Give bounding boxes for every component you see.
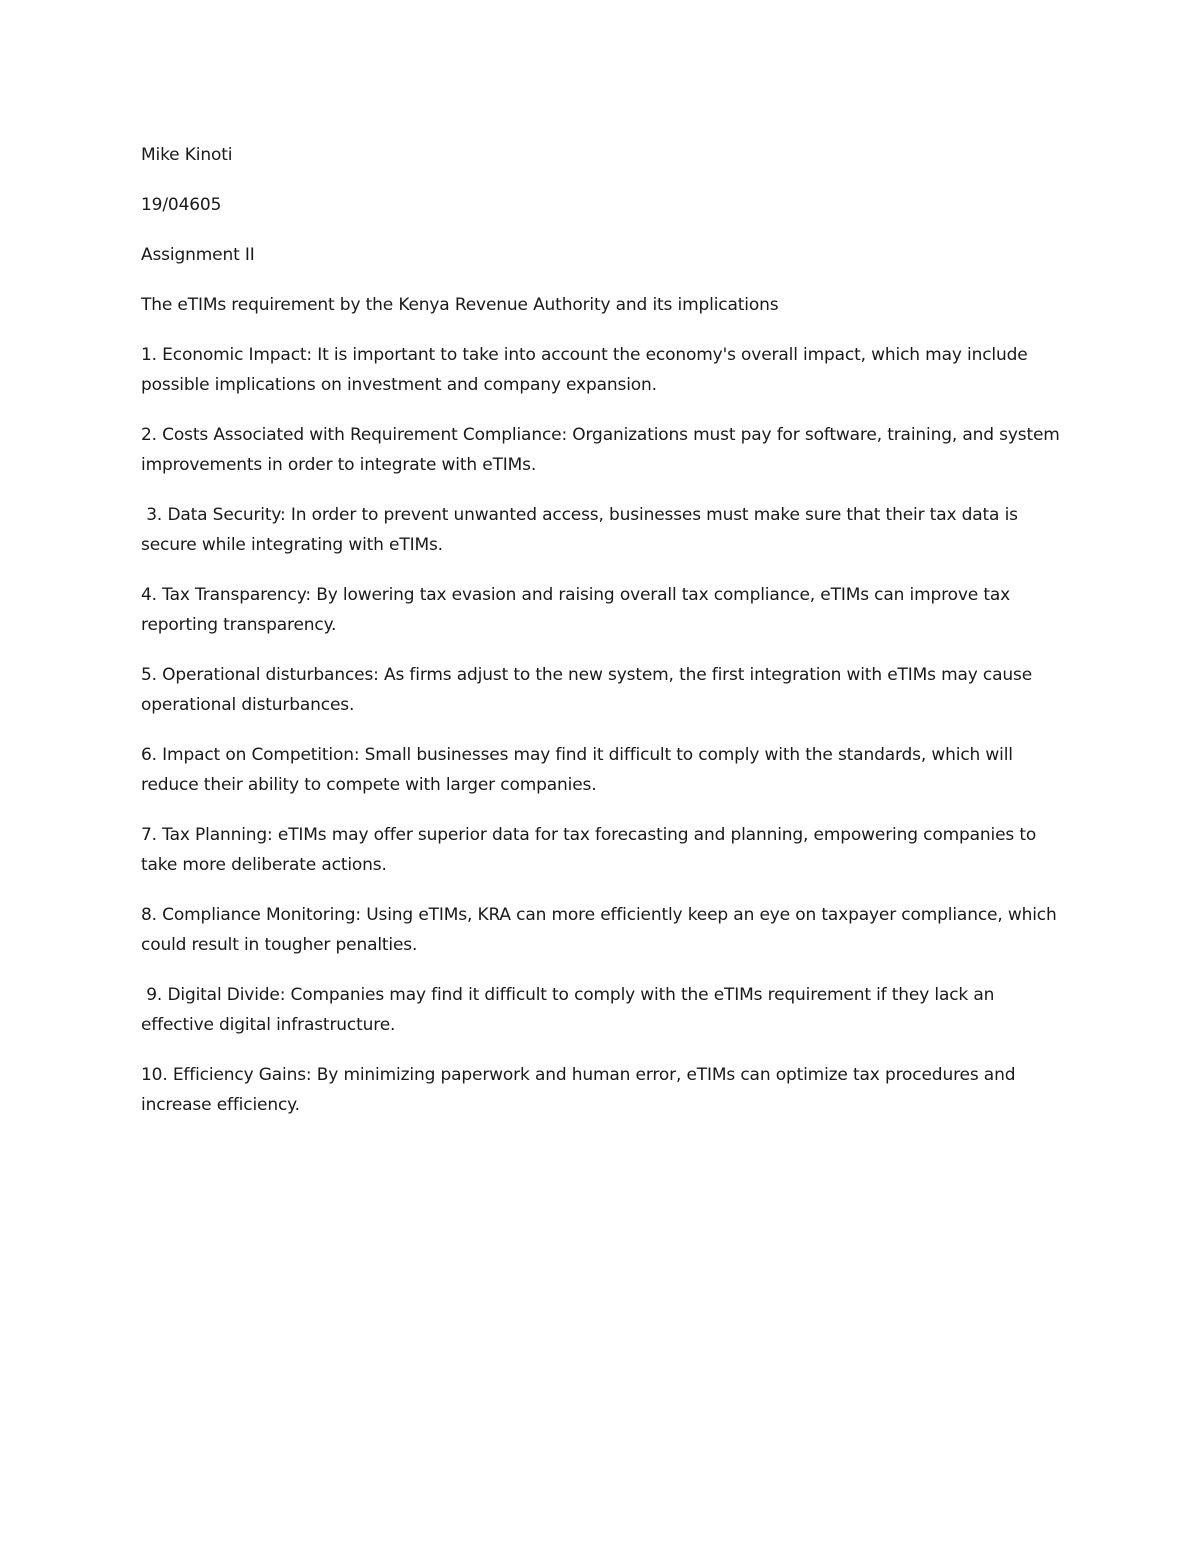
point-6: 6. Impact on Competition: Small businesses may find it difficult to comply with the standards, which will reduce their ability to compete with larger companies. bbox=[141, 745, 1013, 795]
point-7: 7. Tax Planning: eTIMs may offer superior data for tax forecasting and planning, empowering companies to take more deliberate actions. bbox=[141, 825, 1037, 875]
point-2: 2. Costs Associated with Requirement Compliance: Organizations must pay for software, training, and system improvements in order to integrate with eTIMs. bbox=[141, 425, 1060, 475]
point-9: 9. Digital Divide: Companies may find it difficult to comply with the eTIMs requirement if they lack an effective digital infrastructure. bbox=[141, 985, 1000, 1035]
document-title: The eTIMs requirement by the Kenya Revenue Authority and its implications bbox=[141, 295, 779, 315]
student-id: 19/04605 bbox=[141, 195, 222, 215]
point-1: 1. Economic Impact: It is important to take into account the economy's overall impact, which may include possible implications on investment and company expansion. bbox=[141, 345, 1028, 395]
author-name: Mike Kinoti bbox=[141, 145, 233, 165]
point-3: 3. Data Security: In order to prevent unwanted access, businesses must make sure that their tax data is secure while integrating with eTIMs. bbox=[141, 505, 1024, 555]
point-4: 4. Tax Transparency: By lowering tax evasion and raising overall tax compliance, eTIMs can improve tax reporting transparency. bbox=[141, 585, 1011, 635]
point-10: 10. Efficiency Gains: By minimizing paperwork and human error, eTIMs can optimize tax procedures and increase efficiency. bbox=[141, 1065, 1016, 1115]
point-8: 8. Compliance Monitoring: Using eTIMs, KRA can more efficiently keep an eye on taxpayer compliance, which could result in tougher penalties. bbox=[141, 905, 1057, 955]
point-5: 5. Operational disturbances: As firms adjust to the new system, the first integration with eTIMs may cause operational disturbances. bbox=[141, 665, 1033, 715]
assignment-label: Assignment II bbox=[141, 245, 255, 265]
document-body bbox=[141, 140, 1061, 1140]
